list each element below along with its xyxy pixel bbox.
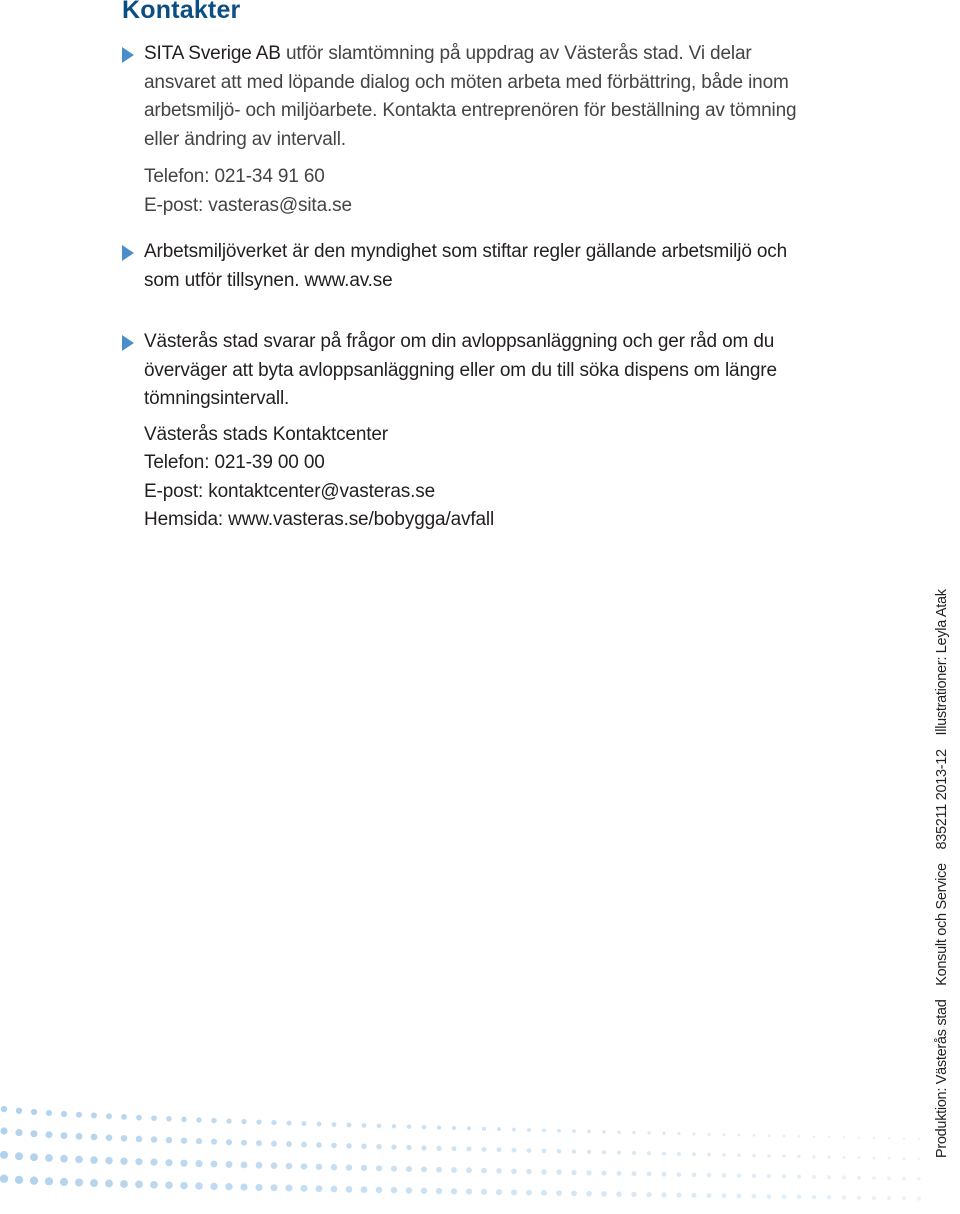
decorative-dot — [872, 1176, 876, 1180]
section-paragraph — [122, 238, 822, 295]
decorative-dot — [346, 1164, 352, 1170]
decorative-dot — [828, 1136, 830, 1138]
decorative-dot — [676, 1193, 681, 1198]
decorative-dot — [466, 1167, 472, 1173]
decorative-dot — [601, 1191, 607, 1197]
decorative-dot — [180, 1160, 187, 1167]
decorative-dot — [376, 1165, 382, 1171]
decorative-dot — [512, 1128, 516, 1132]
decorative-dot — [632, 1151, 636, 1155]
decorative-dot — [196, 1138, 202, 1144]
contact-section-arbetsmiljoverket — [122, 238, 822, 295]
decorative-dot — [316, 1142, 322, 1148]
decorative-dot — [120, 1180, 128, 1188]
decorative-dot — [151, 1115, 157, 1121]
decorative-dot — [481, 1168, 487, 1174]
decorative-dot — [346, 1186, 353, 1193]
bullet-triangle-icon — [122, 335, 134, 351]
decorative-dot — [497, 1147, 502, 1152]
decorative-dot — [737, 1173, 741, 1177]
decorative-dot — [406, 1187, 412, 1193]
kontaktcenter-name: Västerås stads Kontaktcenter — [144, 423, 388, 445]
decorative-dot — [120, 1157, 127, 1164]
section-paragraph — [122, 40, 822, 154]
decorative-dot — [286, 1121, 291, 1126]
decorative-dot — [422, 1125, 426, 1129]
decorative-dot — [602, 1130, 606, 1134]
decorative-dot — [421, 1188, 427, 1194]
decorative-dot-wave — [0, 1080, 960, 1214]
decorative-dot — [797, 1155, 800, 1158]
decorative-dot — [677, 1152, 681, 1156]
decorative-dot — [331, 1143, 337, 1149]
decorative-dot — [616, 1191, 621, 1196]
decorative-dot — [662, 1132, 665, 1135]
decorative-dot — [316, 1185, 323, 1192]
decorative-dot — [542, 1149, 547, 1154]
decorative-dot — [211, 1118, 216, 1123]
decorative-dot — [722, 1193, 727, 1198]
decorative-dot — [331, 1186, 338, 1193]
decorative-dot — [586, 1191, 592, 1197]
decorative-dot — [467, 1147, 472, 1152]
decorative-dot — [798, 1135, 801, 1138]
section-paragraph — [122, 328, 822, 414]
decorative-dot — [918, 1138, 920, 1140]
decorative-dot — [768, 1134, 771, 1137]
decorative-dot — [165, 1159, 172, 1166]
sita-phone: Telefon: 021-34 91 60 — [144, 166, 325, 187]
decorative-dot — [347, 1123, 352, 1128]
decorative-dot — [407, 1125, 411, 1129]
decorative-dot — [767, 1154, 771, 1158]
decorative-dot — [632, 1171, 637, 1176]
decorative-dot — [782, 1154, 785, 1157]
decorative-dot — [631, 1192, 636, 1197]
decorative-dot — [587, 1130, 591, 1134]
decorative-dot — [647, 1151, 651, 1155]
decorative-dot — [857, 1156, 860, 1159]
decorative-dot — [15, 1176, 23, 1184]
decorative-dot — [602, 1150, 606, 1154]
decorative-dot — [181, 1117, 187, 1123]
section-lead: SITA Sverige AB — [144, 43, 281, 64]
decorative-dot — [302, 1121, 307, 1126]
decorative-dot — [196, 1117, 201, 1122]
section-lead: Arbetsmiljöverket — [144, 241, 288, 262]
colophon-production: Produktion: Västerås stad — [934, 999, 950, 1158]
decorative-dot — [481, 1189, 487, 1195]
decorative-dot — [331, 1164, 337, 1170]
decorative-dot — [90, 1179, 98, 1187]
decorative-dot — [391, 1187, 398, 1194]
decorative-dot — [361, 1144, 366, 1149]
decorative-dot — [797, 1175, 801, 1179]
decorative-dot — [377, 1124, 382, 1129]
decorative-dot — [526, 1190, 532, 1196]
decorative-dot — [256, 1120, 261, 1125]
decorative-dot — [466, 1189, 472, 1195]
decorative-dot — [692, 1172, 697, 1177]
decorative-dot — [241, 1119, 246, 1124]
decorative-dot — [75, 1178, 83, 1186]
decorative-dot — [827, 1195, 831, 1199]
decorative-dot — [556, 1190, 562, 1196]
decorative-dot — [75, 1156, 83, 1164]
decorative-dot — [706, 1193, 711, 1198]
decorative-dot — [616, 1171, 621, 1176]
decorative-dot — [316, 1164, 322, 1170]
decorative-dot — [436, 1167, 442, 1173]
decorative-dot — [557, 1129, 561, 1133]
decorative-dot — [511, 1189, 517, 1195]
decorative-dot — [241, 1161, 248, 1168]
decorative-dot — [812, 1195, 817, 1200]
decorative-dot — [722, 1173, 727, 1178]
decorative-dot — [797, 1195, 802, 1200]
decorative-dot — [166, 1137, 172, 1143]
decorative-dot — [902, 1177, 906, 1181]
decorative-dot — [166, 1116, 172, 1122]
decorative-dot — [738, 1134, 741, 1137]
colophon-illustrations: Illustrationer: Leyla Atak — [934, 589, 950, 736]
decorative-dot — [151, 1136, 157, 1142]
decorative-dot — [361, 1186, 368, 1193]
decorative-dot — [150, 1159, 157, 1166]
decorative-dot — [617, 1150, 621, 1154]
decorative-dot — [332, 1122, 337, 1127]
decorative-dot — [451, 1188, 457, 1194]
decorative-dot — [301, 1185, 308, 1192]
colophon-agency: Konsult och Service — [934, 863, 950, 986]
decorative-dot — [406, 1145, 411, 1150]
decorative-dot — [887, 1176, 891, 1180]
decorative-dot — [437, 1125, 441, 1129]
section-text: svarar på frågor om din avloppsanläggning och ger råd om du överväger att byta avloppsanläggning eller om du till söka dispens om längre tömningsintervall. — [144, 331, 777, 409]
decorative-dot — [270, 1184, 277, 1191]
decorative-dot — [226, 1118, 231, 1123]
decorative-dot — [255, 1184, 262, 1191]
decorative-dot — [556, 1170, 561, 1175]
decorative-dot — [180, 1182, 188, 1190]
decorative-dot — [752, 1174, 756, 1178]
decorative-dot — [61, 1111, 67, 1117]
decorative-dot — [211, 1139, 217, 1145]
decorative-dot — [617, 1130, 620, 1133]
decorative-dot — [135, 1158, 142, 1165]
decorative-dot — [827, 1155, 830, 1158]
sita-email: E-post: vasteras@sita.se — [144, 194, 352, 216]
decorative-dot — [692, 1132, 695, 1135]
decorative-dot — [346, 1143, 352, 1149]
decorative-dot — [391, 1144, 396, 1149]
decorative-dot — [888, 1137, 890, 1139]
decorative-dot — [723, 1133, 726, 1136]
decorative-dot — [91, 1113, 97, 1119]
decorative-dot — [902, 1196, 906, 1200]
decorative-dot — [903, 1157, 906, 1160]
decorative-dot — [376, 1144, 381, 1149]
decorative-dot — [632, 1131, 635, 1134]
decorative-dot — [211, 1161, 218, 1168]
decorative-dot — [30, 1153, 38, 1161]
decorative-dot — [436, 1188, 442, 1194]
decorative-dot — [421, 1145, 426, 1150]
kontaktcenter-website: Hemsida: www.vasteras.se/bobygga/avfall — [144, 509, 495, 530]
decorative-dot — [587, 1150, 591, 1154]
decorative-dot — [135, 1181, 143, 1189]
decorative-dot — [362, 1123, 367, 1128]
decorative-dot — [661, 1192, 666, 1197]
decorative-dot — [452, 1126, 456, 1130]
decorative-dot — [812, 1155, 815, 1158]
decorative-dot — [541, 1190, 547, 1196]
decorative-dot — [722, 1153, 726, 1157]
decorative-dot — [121, 1135, 128, 1142]
decorative-dot — [15, 1152, 23, 1160]
decorative-dot — [842, 1195, 846, 1199]
decorative-dot — [60, 1178, 68, 1186]
decorative-dot — [646, 1192, 651, 1197]
decorative-dot — [391, 1166, 397, 1172]
decorative-dot — [165, 1181, 173, 1189]
decorative-dot — [61, 1132, 68, 1139]
section-text: utför slamtömning på uppdrag av Västerås stad. Vi delar ansvaret att med löpande dialog och möten arbeta med förbättring, både inom arbetsmiljö- och miljöarbete. Kontakta entreprenören för beställning av tömning eller ändring av intervall. — [144, 43, 797, 150]
decorative-dot — [692, 1152, 696, 1156]
decorative-dot — [497, 1127, 501, 1131]
decorative-dot — [105, 1180, 113, 1188]
decorative-dot — [872, 1196, 876, 1200]
decorative-dot — [76, 1112, 82, 1118]
decorative-dot — [526, 1169, 531, 1174]
decorative-dot — [45, 1154, 53, 1162]
colophon — [934, 579, 950, 1158]
decorative-dot — [571, 1170, 576, 1175]
decorative-dot — [511, 1168, 517, 1174]
decorative-dot — [285, 1185, 292, 1192]
decorative-dot — [527, 1128, 531, 1132]
decorative-dot — [512, 1148, 517, 1153]
decorative-dot — [843, 1136, 845, 1138]
decorative-dot — [256, 1140, 262, 1146]
decorative-dot — [918, 1157, 921, 1160]
decorative-dot — [30, 1177, 38, 1185]
decorative-dot — [30, 1130, 37, 1137]
decorative-dot — [136, 1115, 142, 1121]
colophon-code: 835211 2013-12 — [934, 749, 950, 850]
decorative-dot — [527, 1148, 532, 1153]
decorative-dot — [271, 1120, 276, 1125]
decorative-dot — [16, 1108, 22, 1114]
decorative-dot — [782, 1174, 786, 1178]
decorative-dot — [496, 1189, 502, 1195]
decorative-dot — [106, 1134, 113, 1141]
decorative-dot — [1, 1106, 7, 1112]
decorative-dot — [647, 1131, 650, 1134]
decorative-dot — [691, 1193, 696, 1198]
section-text: är den myndighet som stiftar regler gällande arbetsmiljö och som utför tillsynen. www.av.se — [144, 241, 788, 291]
decorative-dot — [406, 1166, 412, 1172]
decorative-dot — [451, 1167, 457, 1173]
decorative-dot — [436, 1146, 441, 1151]
decorative-dot — [195, 1182, 202, 1189]
decorative-dot — [150, 1181, 158, 1189]
kontaktcenter-phone: Telefon: 021-39 00 00 — [144, 452, 325, 473]
decorative-dot — [240, 1183, 247, 1190]
decorative-dot — [586, 1170, 591, 1175]
decorative-dot — [662, 1172, 667, 1177]
bullet-triangle-icon — [122, 47, 134, 63]
bullet-triangle-icon — [122, 245, 134, 261]
decorative-dot — [271, 1162, 278, 1169]
decorative-dot — [752, 1154, 756, 1158]
decorative-dot — [91, 1134, 98, 1141]
decorative-dot — [572, 1149, 576, 1153]
decorative-dot — [225, 1183, 232, 1190]
decorative-dot — [707, 1133, 710, 1136]
decorative-dot — [887, 1196, 891, 1200]
decorative-dot — [857, 1196, 861, 1200]
decorative-dot — [0, 1151, 8, 1159]
decorative-dot — [601, 1171, 606, 1176]
decorative-dot — [767, 1194, 772, 1199]
decorative-dot — [812, 1175, 816, 1179]
decorative-dot — [873, 1137, 875, 1139]
page-heading: Kontakter — [122, 0, 241, 24]
decorative-dot — [482, 1127, 486, 1131]
decorative-dot — [392, 1124, 397, 1129]
decorative-dot — [737, 1153, 741, 1157]
decorative-dot — [572, 1129, 576, 1133]
decorative-dot — [677, 1172, 682, 1177]
decorative-dot — [90, 1156, 98, 1164]
decorative-dot — [210, 1183, 217, 1190]
decorative-dot — [737, 1194, 742, 1199]
decorative-dot — [376, 1187, 383, 1194]
decorative-dot — [0, 1127, 7, 1134]
decorative-dot — [707, 1153, 711, 1157]
contact-section-sita — [122, 40, 822, 220]
decorative-dot — [753, 1134, 756, 1137]
decorative-dot — [842, 1175, 846, 1179]
contact-section-vasteras — [122, 328, 822, 535]
section-lead: Västerås stad — [144, 331, 259, 352]
decorative-dot — [76, 1133, 83, 1140]
decorative-dot — [903, 1137, 905, 1139]
decorative-dot — [15, 1129, 22, 1136]
decorative-dot — [451, 1146, 456, 1151]
decorative-dot — [827, 1175, 831, 1179]
decorative-dot — [256, 1162, 263, 1169]
decorative-dot — [677, 1132, 680, 1135]
decorative-dot — [662, 1152, 666, 1156]
decorative-dot — [783, 1135, 786, 1138]
decorative-dot — [872, 1156, 875, 1159]
decorative-dot — [105, 1157, 112, 1164]
decorative-dot — [361, 1165, 367, 1171]
decorative-dot — [121, 1114, 127, 1120]
decorative-dot — [226, 1161, 233, 1168]
decorative-dot — [542, 1128, 546, 1132]
kontaktcenter-email: E-post: kontaktcenter@vasteras.se — [144, 480, 436, 502]
decorative-dot — [496, 1168, 502, 1174]
decorative-dot — [917, 1177, 921, 1181]
decorative-dot — [31, 1109, 37, 1115]
decorative-dot — [647, 1171, 652, 1176]
decorative-dot — [301, 1142, 307, 1148]
decorative-dot — [271, 1141, 277, 1147]
decorative-dot — [106, 1113, 112, 1119]
decorative-dot — [46, 1131, 53, 1138]
decorative-dot — [767, 1174, 771, 1178]
decorative-dot — [136, 1136, 143, 1143]
decorative-dot — [917, 1197, 921, 1201]
decorative-dot — [571, 1191, 577, 1197]
decorative-dot — [813, 1135, 816, 1138]
decorative-dot — [421, 1166, 427, 1172]
decorative-dot — [195, 1160, 202, 1167]
decorative-dot — [482, 1147, 487, 1152]
decorative-dot — [46, 1110, 52, 1116]
decorative-dot — [181, 1137, 187, 1143]
decorative-dot — [0, 1175, 8, 1183]
decorative-dot — [842, 1156, 845, 1159]
decorative-dot — [752, 1194, 757, 1199]
decorative-dot — [241, 1140, 247, 1146]
decorative-dot — [541, 1169, 546, 1174]
decorative-dot — [857, 1176, 861, 1180]
decorative-dot — [301, 1163, 308, 1170]
decorative-dot — [45, 1177, 53, 1185]
decorative-dot — [858, 1136, 860, 1138]
decorative-dot — [317, 1122, 322, 1127]
decorative-dot — [286, 1141, 292, 1147]
decorative-dot — [286, 1163, 293, 1170]
decorative-dot — [226, 1139, 232, 1145]
decorative-dot — [888, 1157, 891, 1160]
decorative-dot — [782, 1194, 787, 1199]
decorative-dot — [707, 1173, 712, 1178]
decorative-dot — [60, 1155, 68, 1163]
decorative-dot — [557, 1149, 562, 1154]
decorative-dot — [467, 1126, 471, 1130]
